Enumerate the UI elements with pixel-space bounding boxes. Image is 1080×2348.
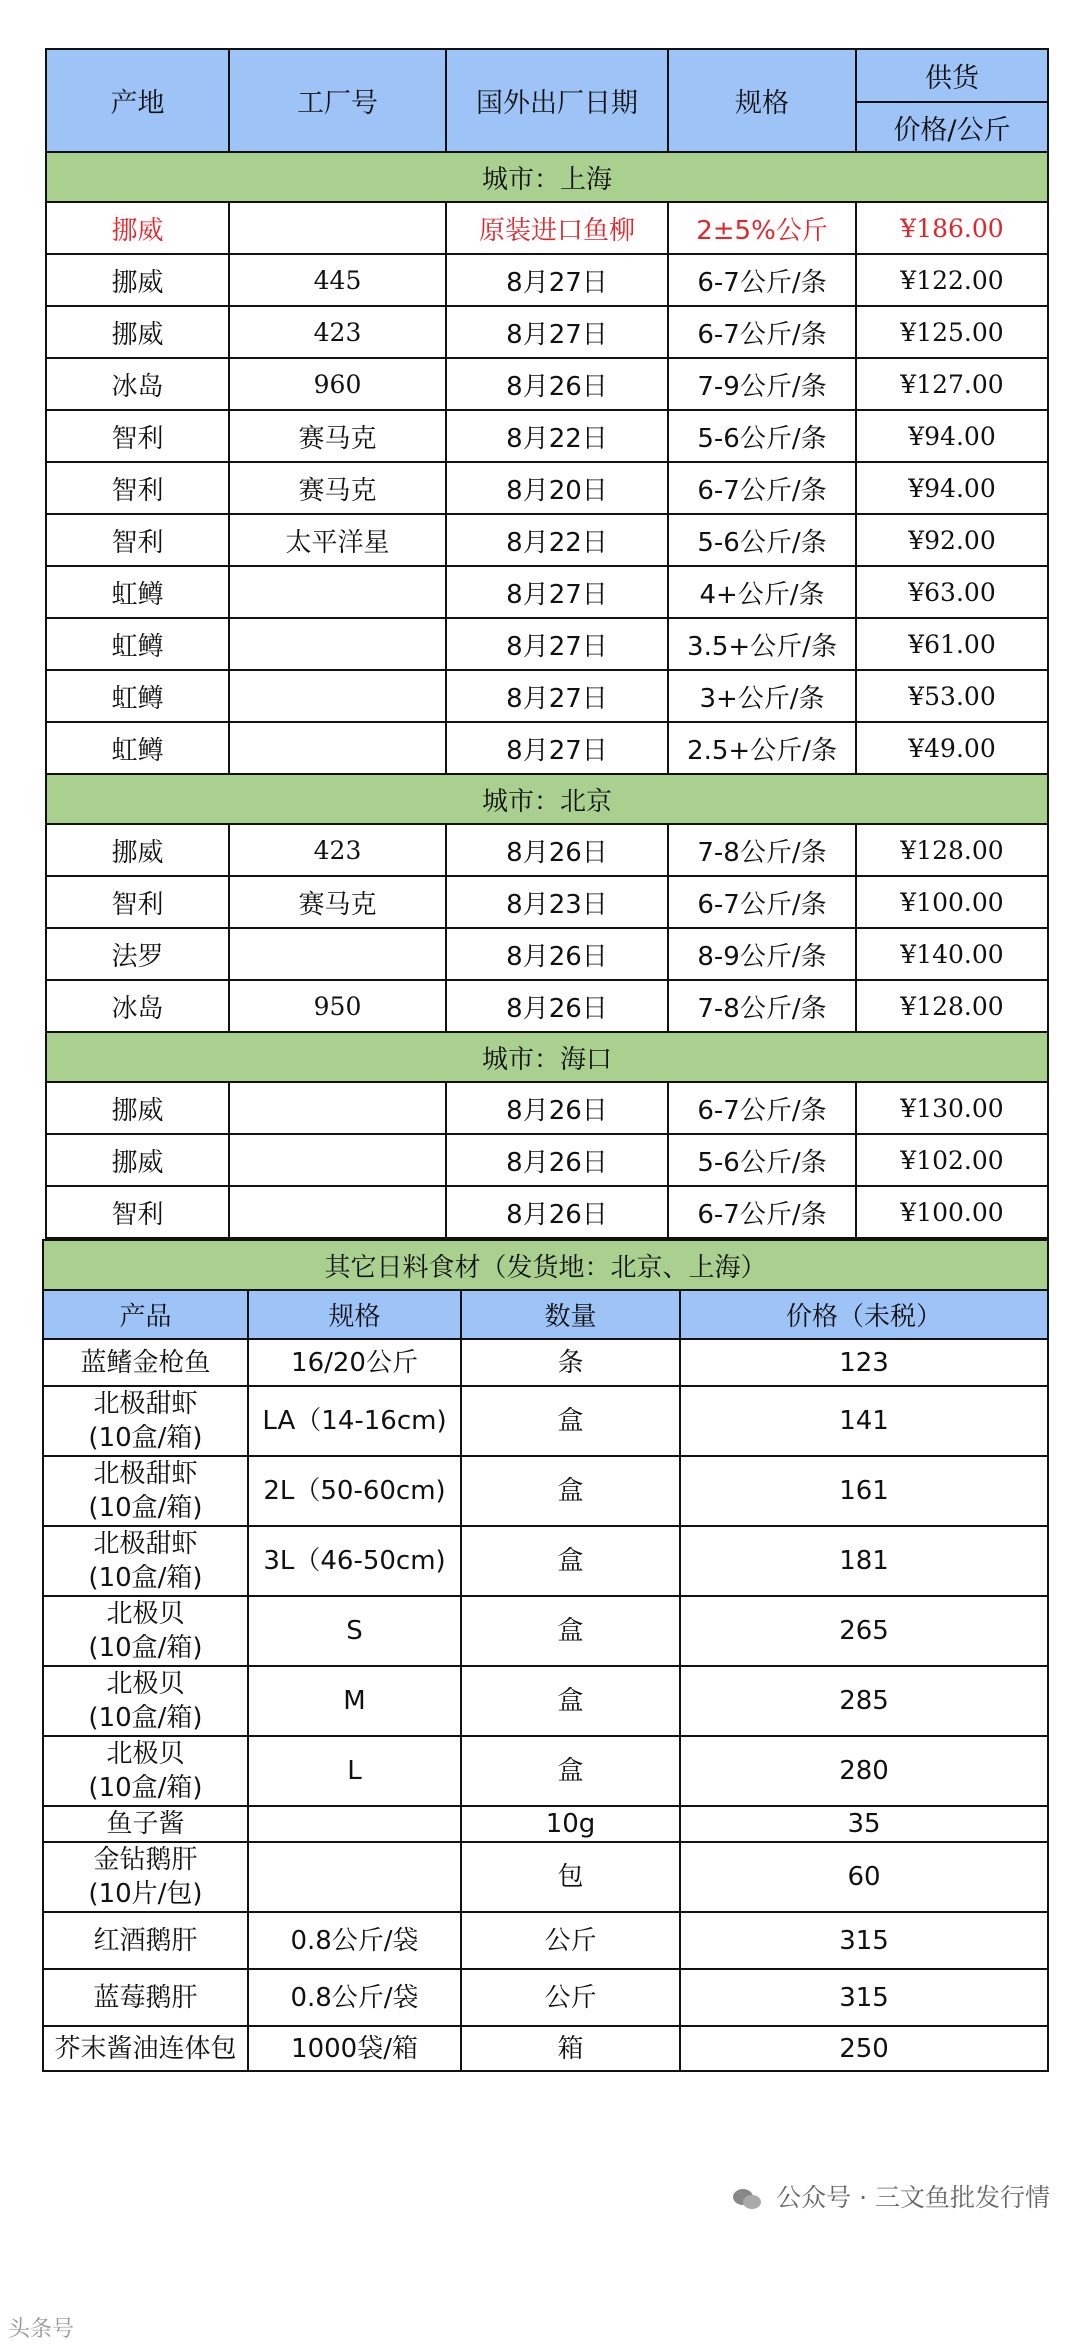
spec-cell: LA（14-16cm)	[248, 1386, 461, 1456]
origin-cell: 智利	[46, 410, 229, 462]
factory-cell: 950	[229, 980, 446, 1032]
other-header-price: 价格（未税）	[680, 1290, 1048, 1339]
price-cell: ¥92.00	[856, 514, 1048, 566]
product-cell: 北极甜虾 (10盒/箱)	[43, 1526, 248, 1596]
qty-cell: 10g	[461, 1806, 680, 1842]
product-cell: 鱼子酱	[43, 1806, 248, 1842]
product-cell: 蓝莓鹅肝	[43, 1969, 248, 2026]
corner-watermark	[8, 2312, 74, 2343]
price-cell: ¥128.00	[856, 980, 1048, 1032]
date-cell: 8月22日	[446, 514, 668, 566]
salmon-price-table	[45, 48, 1049, 1239]
qty-cell: 盒	[461, 1456, 680, 1526]
spec-cell: 7-8公斤/条	[668, 824, 856, 876]
date-cell: 8月27日	[446, 722, 668, 774]
date-cell: 8月27日	[446, 566, 668, 618]
wechat-logo-icon	[732, 2187, 762, 2211]
list-item	[43, 1339, 1048, 1386]
header-spec: 规格	[668, 49, 856, 152]
price-sheet	[45, 48, 1047, 2072]
origin-cell: 智利	[46, 462, 229, 514]
spec-cell: 3.5+公斤/条	[668, 618, 856, 670]
price-cell: 60	[680, 1842, 1048, 1912]
origin-cell: 挪威	[46, 1082, 229, 1134]
date-cell: 8月26日	[446, 980, 668, 1032]
origin-cell: 冰岛	[46, 358, 229, 410]
table-row	[46, 980, 1048, 1032]
price-cell: 141	[680, 1386, 1048, 1456]
factory-cell: 423	[229, 306, 446, 358]
list-item	[43, 1666, 1048, 1736]
origin-cell: 冰岛	[46, 980, 229, 1032]
other-header-spec: 规格	[248, 1290, 461, 1339]
price-cell: 285	[680, 1666, 1048, 1736]
spec-cell: 6-7公斤/条	[668, 462, 856, 514]
price-cell: 161	[680, 1456, 1048, 1526]
spec-cell: 2.5+公斤/条	[668, 722, 856, 774]
date-cell: 8月27日	[446, 306, 668, 358]
spec-cell: 5-6公斤/条	[668, 410, 856, 462]
table-row	[46, 514, 1048, 566]
factory-cell: 赛马克	[229, 876, 446, 928]
table-row	[46, 254, 1048, 306]
price-cell: 35	[680, 1806, 1048, 1842]
wechat-watermark	[732, 2178, 1050, 2214]
qty-cell: 盒	[461, 1666, 680, 1736]
header-date: 国外出厂日期	[446, 49, 668, 152]
spec-cell: 0.8公斤/袋	[248, 1912, 461, 1969]
product-cell: 蓝鳍金枪鱼	[43, 1339, 248, 1386]
list-item	[43, 1806, 1048, 1842]
factory-cell: 445	[229, 254, 446, 306]
spec-cell: 6-7公斤/条	[668, 1082, 856, 1134]
qty-cell: 盒	[461, 1526, 680, 1596]
other-ingredients-table	[42, 1239, 1049, 2072]
product-cell: 北极甜虾 (10盒/箱)	[43, 1386, 248, 1456]
table-row	[46, 1186, 1048, 1238]
spec-cell: 6-7公斤/条	[668, 254, 856, 306]
list-item	[43, 1526, 1048, 1596]
spec-cell: 6-7公斤/条	[668, 306, 856, 358]
spec-cell: 0.8公斤/袋	[248, 1969, 461, 2026]
date-cell: 8月26日	[446, 1134, 668, 1186]
spec-cell: M	[248, 1666, 461, 1736]
price-cell: ¥102.00	[856, 1134, 1048, 1186]
corner-watermark-text: 头条号	[8, 2317, 75, 2342]
list-item	[43, 2026, 1048, 2071]
city-label: 城市：海口	[46, 1032, 1048, 1082]
table-row	[46, 618, 1048, 670]
table-row	[46, 566, 1048, 618]
price-cell: ¥49.00	[856, 722, 1048, 774]
header-supply: 供货	[856, 49, 1048, 102]
table-row	[46, 202, 1048, 254]
qty-cell: 盒	[461, 1736, 680, 1806]
spec-cell: 8-9公斤/条	[668, 928, 856, 980]
product-cell: 北极甜虾 (10盒/箱)	[43, 1456, 248, 1526]
spec-cell: 6-7公斤/条	[668, 876, 856, 928]
city-sections	[46, 152, 1048, 1238]
qty-cell: 公斤	[461, 1912, 680, 1969]
factory-cell	[229, 202, 446, 254]
spec-cell: 2±5%公斤	[668, 202, 856, 254]
price-cell: ¥130.00	[856, 1082, 1048, 1134]
table-row	[46, 462, 1048, 514]
list-item	[43, 1596, 1048, 1666]
price-cell: ¥127.00	[856, 358, 1048, 410]
factory-cell	[229, 618, 446, 670]
table-row	[46, 722, 1048, 774]
table-row	[46, 876, 1048, 928]
factory-cell: 423	[229, 824, 446, 876]
product-cell: 北极贝 (10盒/箱)	[43, 1666, 248, 1736]
other-title: 其它日料食材（发货地：北京、上海）	[43, 1240, 1048, 1290]
factory-cell	[229, 1134, 446, 1186]
spec-cell	[248, 1806, 461, 1842]
factory-cell	[229, 1082, 446, 1134]
factory-cell	[229, 928, 446, 980]
product-cell: 红酒鹅肝	[43, 1912, 248, 1969]
spec-cell: 4+公斤/条	[668, 566, 856, 618]
city-label: 城市：北京	[46, 774, 1048, 824]
price-cell: ¥94.00	[856, 410, 1048, 462]
price-cell: ¥61.00	[856, 618, 1048, 670]
table-row	[46, 1082, 1048, 1134]
origin-cell: 虹鳟	[46, 670, 229, 722]
table-row	[46, 670, 1048, 722]
price-cell: ¥94.00	[856, 462, 1048, 514]
price-cell: 315	[680, 1969, 1048, 2026]
date-cell: 8月20日	[446, 462, 668, 514]
price-cell: ¥186.00	[856, 202, 1048, 254]
factory-cell: 太平洋星	[229, 514, 446, 566]
date-cell: 8月26日	[446, 1186, 668, 1238]
qty-cell: 包	[461, 1842, 680, 1912]
factory-cell	[229, 670, 446, 722]
list-item	[43, 1842, 1048, 1912]
city-label: 城市：上海	[46, 152, 1048, 202]
date-cell: 8月27日	[446, 254, 668, 306]
origin-cell: 法罗	[46, 928, 229, 980]
price-cell: 280	[680, 1736, 1048, 1806]
factory-cell	[229, 566, 446, 618]
list-item	[43, 1386, 1048, 1456]
price-cell: ¥100.00	[856, 876, 1048, 928]
origin-cell: 挪威	[46, 1134, 229, 1186]
spec-cell: 3L（46-50cm)	[248, 1526, 461, 1596]
qty-cell: 箱	[461, 2026, 680, 2071]
factory-cell: 赛马克	[229, 462, 446, 514]
qty-cell: 条	[461, 1339, 680, 1386]
price-cell: ¥100.00	[856, 1186, 1048, 1238]
factory-cell: 赛马克	[229, 410, 446, 462]
table-row	[46, 928, 1048, 980]
other-header-product: 产品	[43, 1290, 248, 1339]
price-cell: ¥63.00	[856, 566, 1048, 618]
price-cell: ¥125.00	[856, 306, 1048, 358]
spec-cell: 5-6公斤/条	[668, 514, 856, 566]
spec-cell: 7-8公斤/条	[668, 980, 856, 1032]
spec-cell: 1000袋/箱	[248, 2026, 461, 2071]
product-cell: 芥末酱油连体包	[43, 2026, 248, 2071]
price-cell: 315	[680, 1912, 1048, 1969]
date-cell: 8月22日	[446, 410, 668, 462]
header-price-unit: 价格/公斤	[856, 102, 1048, 152]
qty-cell: 盒	[461, 1596, 680, 1666]
factory-cell	[229, 1186, 446, 1238]
spec-cell: 2L（50-60cm)	[248, 1456, 461, 1526]
watermark-text: 公众号 · 三文鱼批发行情	[776, 2183, 1050, 2212]
table-row	[46, 824, 1048, 876]
qty-cell: 盒	[461, 1386, 680, 1456]
price-cell: 123	[680, 1339, 1048, 1386]
factory-cell	[229, 722, 446, 774]
origin-cell: 挪威	[46, 202, 229, 254]
origin-cell: 虹鳟	[46, 566, 229, 618]
product-cell: 北极贝 (10盒/箱)	[43, 1736, 248, 1806]
date-cell: 8月26日	[446, 928, 668, 980]
table-row	[46, 358, 1048, 410]
list-item	[43, 1736, 1048, 1806]
qty-cell: 公斤	[461, 1969, 680, 2026]
spec-cell: L	[248, 1736, 461, 1806]
origin-cell: 挪威	[46, 824, 229, 876]
date-cell: 8月27日	[446, 670, 668, 722]
price-cell: ¥128.00	[856, 824, 1048, 876]
factory-cell: 960	[229, 358, 446, 410]
spec-cell: 7-9公斤/条	[668, 358, 856, 410]
list-item	[43, 1969, 1048, 2026]
date-cell: 原装进口鱼柳	[446, 202, 668, 254]
list-item	[43, 1456, 1048, 1526]
table-row	[46, 410, 1048, 462]
header-factory: 工厂号	[229, 49, 446, 152]
spec-cell: 5-6公斤/条	[668, 1134, 856, 1186]
product-cell: 北极贝 (10盒/箱)	[43, 1596, 248, 1666]
date-cell: 8月26日	[446, 358, 668, 410]
list-item	[43, 1912, 1048, 1969]
spec-cell	[248, 1842, 461, 1912]
price-cell: 181	[680, 1526, 1048, 1596]
origin-cell: 挪威	[46, 254, 229, 306]
date-cell: 8月26日	[446, 1082, 668, 1134]
product-cell: 金钻鹅肝 (10片/包)	[43, 1842, 248, 1912]
price-cell: ¥140.00	[856, 928, 1048, 980]
spec-cell: 16/20公斤	[248, 1339, 461, 1386]
date-cell: 8月27日	[446, 618, 668, 670]
spec-cell: S	[248, 1596, 461, 1666]
price-cell: 250	[680, 2026, 1048, 2071]
header-origin: 产地	[46, 49, 229, 152]
table-row	[46, 306, 1048, 358]
other-header-qty: 数量	[461, 1290, 680, 1339]
origin-cell: 虹鳟	[46, 618, 229, 670]
date-cell: 8月23日	[446, 876, 668, 928]
origin-cell: 智利	[46, 514, 229, 566]
spec-cell: 3+公斤/条	[668, 670, 856, 722]
table-row	[46, 1134, 1048, 1186]
price-cell: ¥53.00	[856, 670, 1048, 722]
origin-cell: 智利	[46, 876, 229, 928]
price-cell: ¥122.00	[856, 254, 1048, 306]
origin-cell: 挪威	[46, 306, 229, 358]
date-cell: 8月26日	[446, 824, 668, 876]
spec-cell: 6-7公斤/条	[668, 1186, 856, 1238]
origin-cell: 虹鳟	[46, 722, 229, 774]
price-cell: 265	[680, 1596, 1048, 1666]
origin-cell: 智利	[46, 1186, 229, 1238]
